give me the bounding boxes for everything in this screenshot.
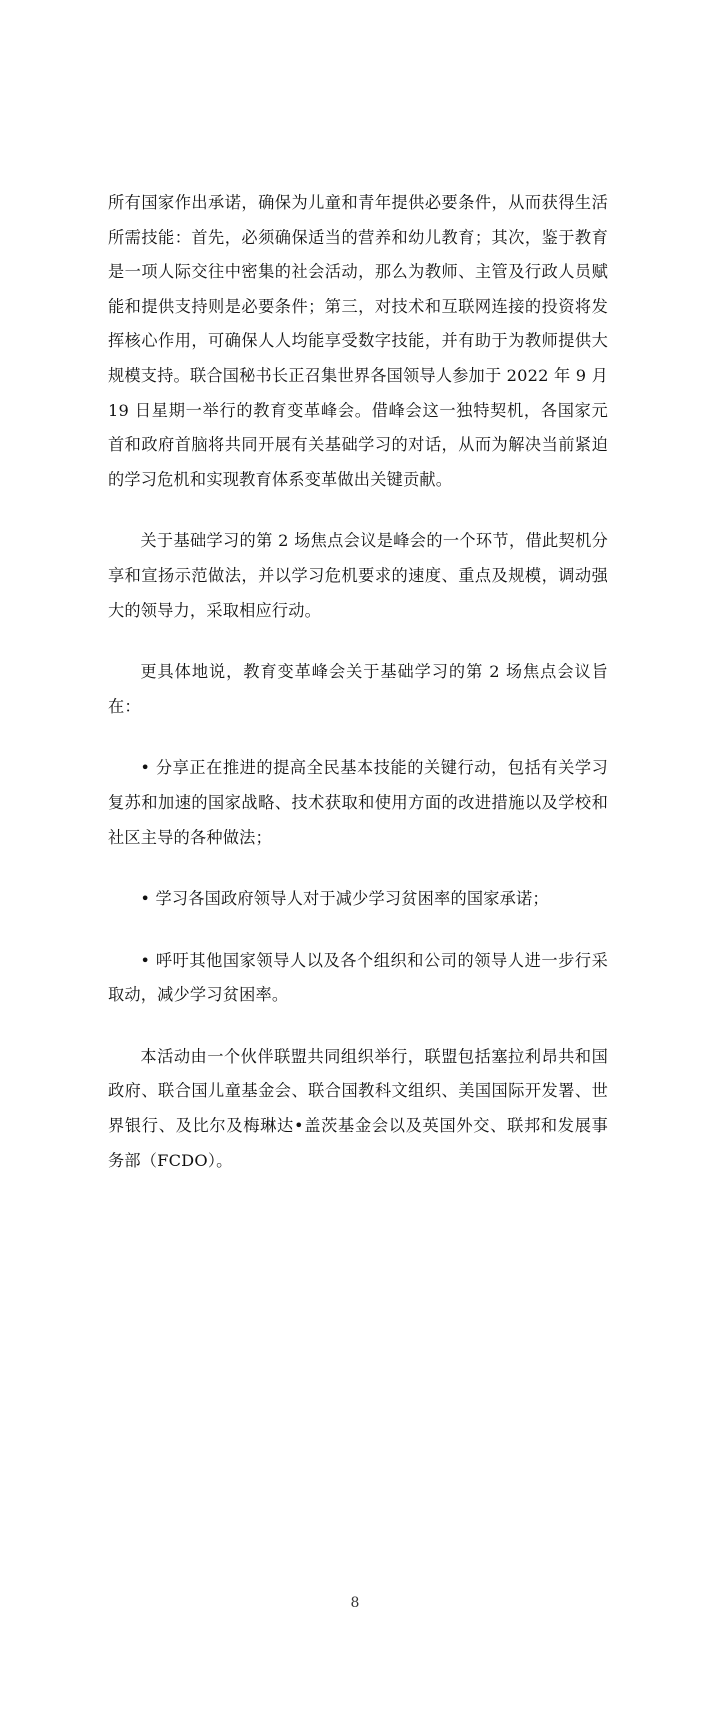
bullet-item-learn-commitments: • 学习各国政府领导人对于减少学习贫困率的国家承诺； — [140, 889, 549, 909]
paragraph-session-aims: 更具体地说，教育变革峰会关于基础学习的第 2 场焦点会议旨在： — [108, 662, 608, 716]
paragraph-session-intro: 关于基础学习的第 2 场焦点会议是峰会的一个环节，借此契机分享和宣扬示范做法，并以学习危机要求的速度、重点及规模，调动强大的领导力，采取相应行动。 — [108, 531, 608, 620]
paragraph-commitments: 所有国家作出承诺，确保为儿童和青年提供必要条件，从而获得生活所需技能：首先，必须确保适当的营养和幼儿教育；其次，鉴于教育是一项人际交往中密集的社会活动，那么为教师、主管及行政人员赋能和提供支持则是必要条件；第三，对技术和互联网连接的投资将发挥核心作用，可确保人人均能享受数字技能，并有助于为教师提供大规模支持。联合国秘书长正召集世界各国领导人参加于 2022 年 9 月 19 日星期一举行的教育变革峰会。借峰会这一独特契机，各国家元首和政府首脑将共同开展有关基础学习的对话，从而为解决当前紧迫的学习危机和实现教育体系变革做出关键贡献。 — [108, 193, 614, 489]
page-number: 8 — [350, 1595, 360, 1611]
paragraph-organizers: 本活动由一个伙伴联盟共同组织举行，联盟包括塞拉利昂共和国政府、联合国儿童基金会、联合国教科文组织、美国国际开发署、世界银行、及比尔及梅琳达•盖茨基金会以及英国外交、联邦和发展事务部（FCDO）。 — [108, 1046, 608, 1170]
bullet-item-share-actions: • 分享正在推进的提高全民基本技能的关键行动，包括有关学习复苏和加速的国家战略、技术获取和使用方面的改进措施以及学校和社区主导的各种做法； — [108, 758, 608, 847]
bullet-item-call-leaders: • 呼吁其他国家领导人以及各个组织和公司的领导人进一步行采取动，减少学习贫困率。 — [108, 950, 608, 1005]
document-body — [108, 186, 614, 1178]
